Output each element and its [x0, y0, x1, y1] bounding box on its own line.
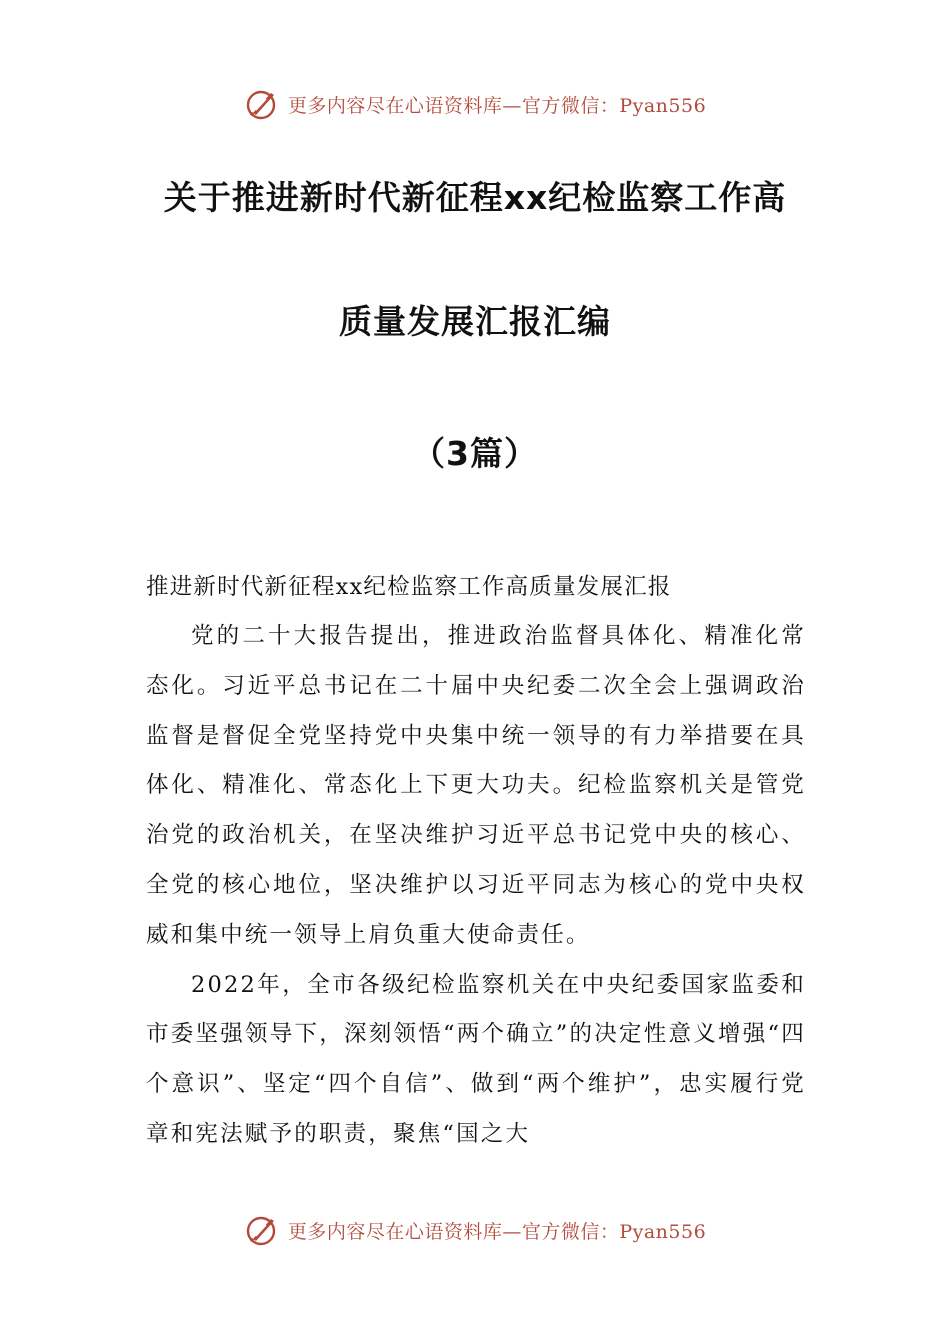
watermark-text-bottom: 更多内容尽在心语资料库—官方微信：Pyan556 — [287, 1220, 707, 1243]
quill-pen-circle-icon — [244, 1212, 280, 1248]
quill-pen-circle-icon — [244, 86, 280, 122]
document-title-count: （3篇） — [412, 434, 538, 473]
document-title-line-1: 关于推进新时代新征程xx纪检监察工作高 — [163, 178, 787, 217]
body-paragraph-1: 党的二十大报告提出，推进政治监督具体化、精准化常态化。习近平总书记在二十届中央纪委二次全会上强调政治监督是督促全党坚持党中央集中统一领导的有力举措要在具体化、精准化、常态化上下更大功夫。纪检监察机关是管党治党的政治机关，在坚决维护习近平总书记党中央的核心、全党的核心地位，坚决维护以习近平同志为核心的党中央权威和集中统一领导上肩负重大使命责任。 — [146, 623, 806, 948]
watermark-text-top: 更多内容尽在心语资料库—官方微信：Pyan556 — [287, 94, 707, 117]
document-body — [146, 562, 806, 1160]
watermark-banner-top — [0, 84, 950, 124]
body-paragraph-2: 2022年，全市各级纪检监察机关在中央纪委国家监委和市委坚强领导下，深刻领悟“两个确立”的决定性意义增强“四个意识”、坚定“四个自信”、做到“两个维护”，忠实履行党章和宪法赋予的职责，聚焦“国之大 — [146, 971, 806, 1147]
watermark-banner-bottom — [0, 1210, 950, 1250]
document-title-line-2: 质量发展汇报汇编 — [339, 302, 611, 341]
section-subtitle: 推进新时代新征程xx纪检监察工作高质量发展汇报 — [146, 574, 672, 600]
